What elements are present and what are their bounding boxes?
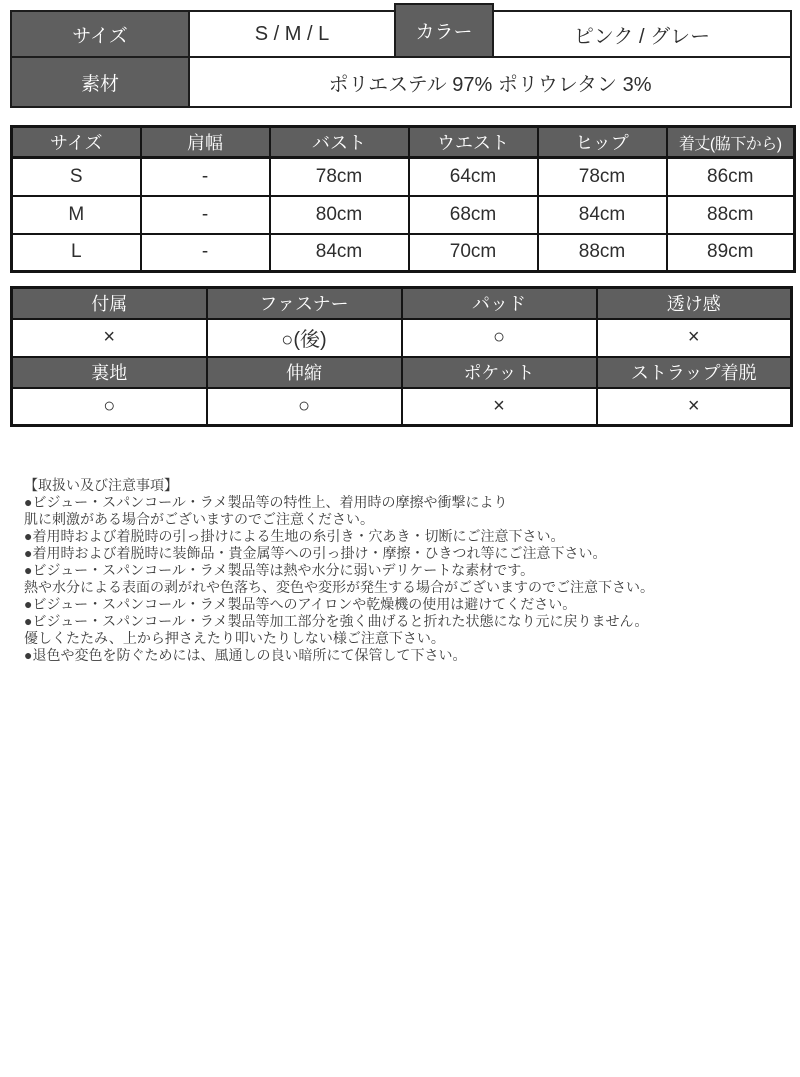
cell-bust: 80cm (270, 196, 409, 234)
cell-shoulder: - (141, 196, 270, 234)
feature-header-pocket: ポケット (402, 357, 597, 388)
cell-size: L (12, 234, 141, 272)
size-chart-header-row (12, 127, 795, 158)
feature-value-pocket: × (402, 388, 597, 426)
feature-header-fastener: ファスナー (207, 288, 402, 319)
col-header-bust: バスト (270, 127, 409, 158)
feature-header-pad: パッド (402, 288, 597, 319)
cell-size: S (12, 158, 141, 196)
note-line: ●ビジュー・スパンコール・ラメ製品等の特性上、着用時の摩擦や衝撃により (24, 494, 508, 510)
cell-waist: 68cm (409, 196, 538, 234)
note-line: ●ビジュー・スパンコール・ラメ製品等は熱や水分に弱いデリケートな素材です。 (24, 562, 535, 578)
notes-title: 【取扱い及び注意事項】 (24, 477, 178, 493)
cell-waist: 64cm (409, 158, 538, 196)
cell-waist: 70cm (409, 234, 538, 272)
feature-header-lining: 裏地 (12, 357, 207, 388)
color-label-cell (395, 11, 493, 57)
feature-value-pad: ○ (402, 319, 597, 357)
feature-value-row-1 (12, 319, 792, 357)
note-line: ●着用時および着脱時に装飾品・貴金属等への引っ掛け・摩擦・ひきつれ等にご注意下さい。 (24, 545, 607, 561)
cell-hip: 88cm (538, 234, 667, 272)
size-chart-row-m (12, 196, 795, 234)
material-value: ポリエステル 97% ポリウレタン 3% (189, 57, 791, 107)
feature-header-row-1 (12, 288, 792, 319)
col-header-hip: ヒップ (538, 127, 667, 158)
feature-table (10, 286, 793, 427)
col-header-waist: ウエスト (409, 127, 538, 158)
size-chart-table (10, 125, 796, 273)
note-line: 肌に刺激がある場合がございますのでご注意ください。 (24, 511, 374, 527)
note-line: 熱や水分による表面の剥がれや色落ち、変色や変形が発生する場合がございますのでご注意下さい。 (24, 579, 654, 595)
feature-value-sheerness: × (597, 319, 792, 357)
note-line: ●ビジュー・スパンコール・ラメ製品等へのアイロンや乾燥機の使用は避けてください。 (24, 596, 577, 612)
size-label: サイズ (11, 11, 189, 57)
material-label: 素材 (11, 57, 189, 107)
feature-value-strap: × (597, 388, 792, 426)
feature-header-row-2 (12, 357, 792, 388)
cell-hip: 84cm (538, 196, 667, 234)
feature-value-lining: ○ (12, 388, 207, 426)
feature-value-stretch: ○ (207, 388, 402, 426)
feature-value-accessory: × (12, 319, 207, 357)
cell-length: 89cm (667, 234, 795, 272)
feature-header-accessory: 付属 (12, 288, 207, 319)
cell-length: 88cm (667, 196, 795, 234)
spec-table (10, 10, 792, 108)
size-chart-row-l (12, 234, 795, 272)
cell-bust: 78cm (270, 158, 409, 196)
cell-shoulder: - (141, 158, 270, 196)
feature-value-row-2 (12, 388, 792, 426)
spec-row-size-color (11, 11, 791, 57)
note-line: ●ビジュー・スパンコール・ラメ製品等加工部分を強く曲げると折れた状態になり元に戻りません。 (24, 613, 649, 629)
cell-length: 86cm (667, 158, 795, 196)
product-spec-page (0, 10, 800, 1077)
cell-shoulder: - (141, 234, 270, 272)
note-line: ●退色や変色を防ぐためには、風通しの良い暗所にて保管して下さい。 (24, 647, 467, 663)
cell-hip: 78cm (538, 158, 667, 196)
color-label: カラー (394, 3, 494, 56)
handling-notes (24, 477, 772, 664)
cell-size: M (12, 196, 141, 234)
col-header-shoulder: 肩幅 (141, 127, 270, 158)
feature-value-fastener: ○(後) (207, 319, 402, 357)
note-line: ●着用時および着脱時の引っ掛けによる生地の糸引き・穴あき・切断にご注意下さい。 (24, 528, 565, 544)
feature-header-strap: ストラップ着脱 (597, 357, 792, 388)
spec-row-material (11, 57, 791, 107)
cell-bust: 84cm (270, 234, 409, 272)
size-chart-row-s (12, 158, 795, 196)
color-value: ピンク / グレー (493, 11, 791, 57)
col-header-length: 着丈(脇下から) (667, 127, 795, 158)
feature-header-sheerness: 透け感 (597, 288, 792, 319)
note-line: 優しくたたみ、上から押さえたり叩いたりしない様ご注意下さい。 (24, 630, 445, 646)
feature-header-stretch: 伸縮 (207, 357, 402, 388)
col-header-size: サイズ (12, 127, 141, 158)
size-value: S / M / L (189, 11, 395, 57)
